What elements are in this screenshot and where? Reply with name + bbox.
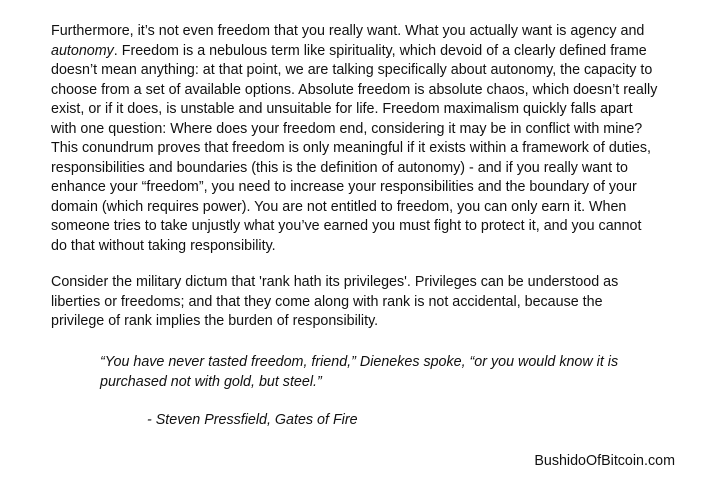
text-line: enhance your “freedom”, you need to increase your responsibilities and the boundary of your (51, 179, 637, 195)
text-line: responsibilities and boundaries (this is the definition of autonomy) - and if you really want to (51, 159, 628, 176)
quote-line: purchased not with gold, but steel.” (100, 374, 322, 390)
paragraph-freedom-agency (51, 22, 691, 256)
text-line: do that without taking responsibility. (51, 237, 276, 254)
text-segment: . Freedom is a nebulous term like spirituality, which devoid of a clearly defined frame (113, 42, 647, 59)
quote-attribution: - Steven Pressfield, Gates of Fire (147, 412, 358, 428)
quote-block (100, 352, 680, 392)
paragraph-rank-privileges (51, 273, 691, 332)
quote-line: “You have never tasted freedom, friend,” Dienekes spoke, “or you would know it is (100, 354, 619, 370)
text-line: choose from a set of available options. Absolute freedom is absolute chaos, which doesn’t really (51, 81, 658, 98)
site-signature: BushidoOfBitcoin.com (534, 453, 675, 469)
text-line: Furthermore, it’s not even freedom that you really want. What you actually want is agency and (51, 23, 645, 39)
text-line: Consider the military dictum that 'rank hath its privileges'. Privileges can be understood as (51, 274, 619, 290)
text-line: privilege of rank implies the burden of responsibility. (51, 313, 379, 329)
text-line: liberties or freedoms; and that they come along with rank is not accidental, because the (51, 293, 603, 310)
text-line: with one question: Where does your freedom end, considering it may be in conflict with mine? (51, 120, 643, 137)
text-line: someone tries to take unjustly what you’ve earned you must fight to protect it, and you cannot (51, 218, 642, 234)
text-line: This conundrum proves that freedom is only meaningful if it exists within a framework of duties, (51, 140, 651, 156)
text-line: domain (which requires power). You are not entitled to freedom, you can only earn it. When (51, 198, 627, 215)
text-line: exist, or if it does, is unstable and unsuitable for life. Freedom maximalism quickly falls apart (51, 101, 633, 117)
text-line: doesn’t mean anything: at that point, we are talking specifically about autonomy, the capacity to (51, 62, 653, 78)
emphasis-word: autonomy (51, 42, 114, 59)
text-line (51, 42, 691, 62)
